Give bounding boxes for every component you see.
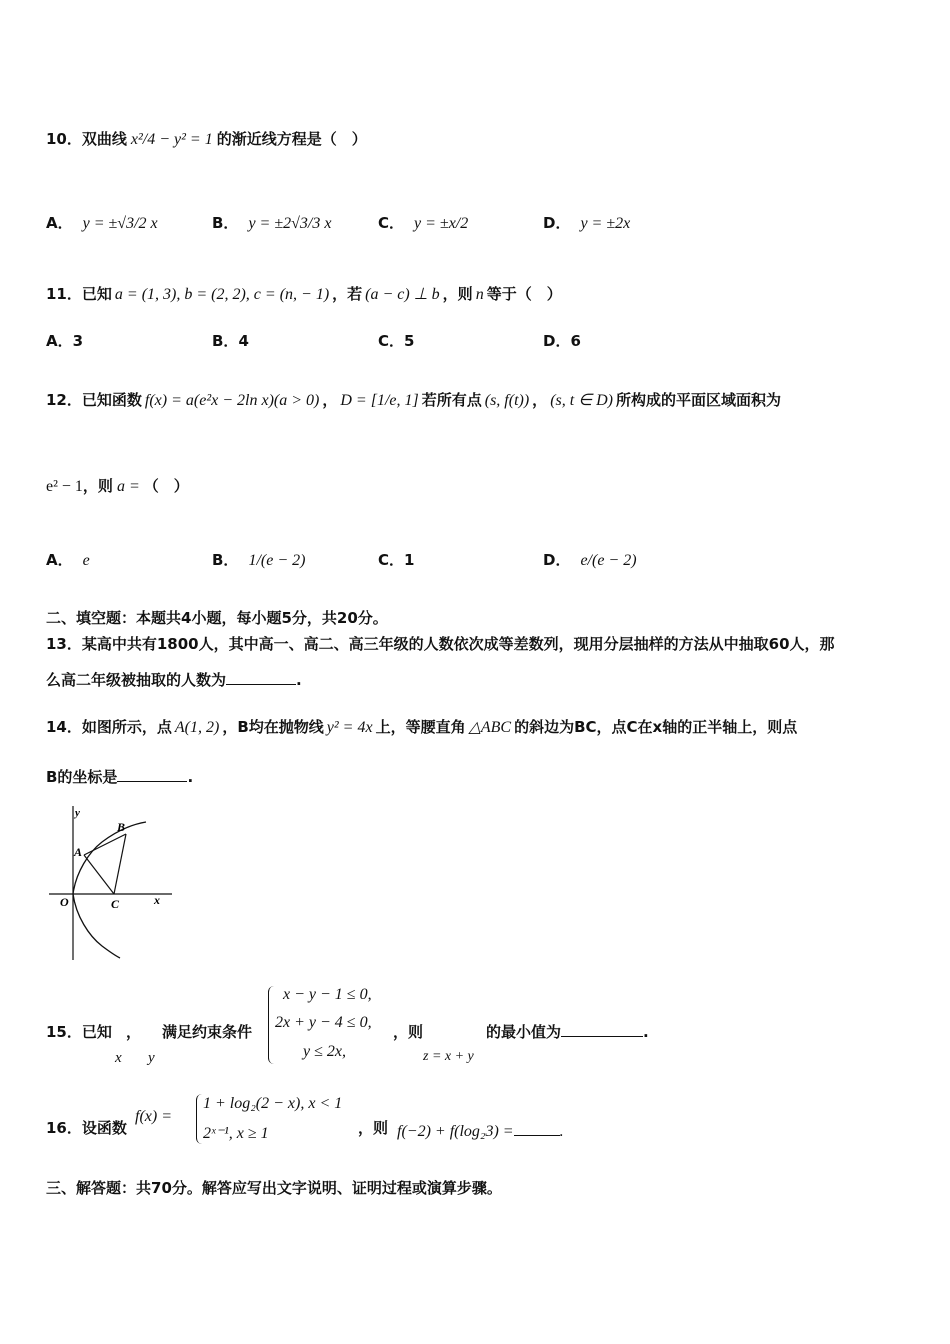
q16-then: ，则	[358, 1119, 389, 1137]
fig-label-x: x	[154, 893, 160, 907]
q15-answer-blank[interactable]	[561, 1024, 643, 1037]
q14-parabola-figure	[44, 800, 184, 965]
fig-label-b: B	[117, 820, 126, 834]
q10-stem: 10．双曲线 x²/4 − y² = 1 的渐近线方程是（ ）	[46, 130, 367, 148]
segment-ac	[84, 855, 114, 894]
q14-stem: 14．如图所示，点 A(1, 2) ，B均在抛物线 y² = 4x 上，等腰直角 △ABC 的斜边为BC，点C在x轴的正半轴上，则点	[46, 718, 798, 736]
q16-case-2: 2ˣ⁻¹, x ≥ 1	[203, 1125, 269, 1142]
q13-stem-line2: 么高二年级被抽取的人数为 .	[46, 671, 302, 689]
q15-system-brace	[268, 986, 275, 1064]
q10-option-d[interactable]: D． y = ±2x	[543, 214, 631, 232]
q10-option-a[interactable]: A． y = ±√3/2 x	[46, 214, 158, 232]
q15-stem: 15．已知	[46, 1023, 112, 1041]
segment-ab	[84, 834, 126, 855]
parabola-upper	[73, 822, 146, 894]
q15-then: ，则	[393, 1023, 424, 1041]
q14-answer-blank[interactable]	[117, 769, 187, 782]
q16-case-1: 1 + log₂(2 − x), x < 1	[203, 1095, 343, 1112]
fig-label-a: A	[74, 845, 83, 859]
fig-label-o: O	[60, 895, 69, 909]
q15-question: 的最小值为 .	[486, 1023, 649, 1041]
q10-option-b[interactable]: B． y = ±2√3/3 x	[212, 214, 332, 232]
q11-option-a[interactable]: A．3	[46, 332, 84, 350]
fig-label-c: C	[111, 897, 120, 911]
section-solution-heading: 三、解答题：共70分。解答应写出文字说明、证明过程或演算步骤。	[46, 1179, 502, 1197]
q11-option-d[interactable]: D．6	[543, 332, 581, 350]
q15-constraint-intro: 满足约束条件	[162, 1023, 253, 1041]
q12-option-d[interactable]: D． e/(e − 2)	[543, 551, 637, 569]
q16-function-name: f(x) =	[135, 1108, 172, 1125]
q16-answer-blank[interactable]	[514, 1123, 560, 1136]
q13-answer-blank[interactable]	[226, 672, 296, 685]
q13-stem: 13．某高中共有1800人，其中高一、高二、高三年级的人数依次成等差数列，现用分层抽样的方法从中抽取60人，那	[46, 635, 835, 653]
q15-constraint-2: 2x + y − 4 ≤ 0,	[275, 1014, 372, 1031]
q15-constraint-3: y ≤ 2x,	[303, 1043, 346, 1060]
fig-label-y: y	[75, 807, 80, 819]
segment-bc	[114, 834, 126, 894]
q15-constraint-1: x − y − 1 ≤ 0,	[283, 986, 372, 1003]
q14-stem-line2: B的坐标是 .	[46, 768, 194, 786]
q12-option-b[interactable]: B． 1/(e − 2)	[212, 551, 306, 569]
q16-piecewise-brace	[196, 1094, 202, 1144]
q10-equation: x²/4 − y² = 1	[130, 131, 213, 148]
q15-objective: z = x + y	[423, 1049, 474, 1064]
q16-stem: 16．设函数	[46, 1119, 127, 1137]
q16-expression: f(−2) + f(log₂3) = .	[397, 1123, 564, 1140]
section-fill-in-heading: 二、填空题：本题共4小题，每小题5分，共20分。	[46, 609, 388, 627]
q10-option-c[interactable]: C． y = ±x/2	[378, 214, 469, 232]
q11-stem: 11．已知 a = (1, 3), b = (2, 2), c = (n, − 1) ，若 (a − c) ⊥ b ，则 n 等于（ ）	[46, 285, 562, 303]
q11-option-c[interactable]: C．5	[378, 332, 415, 350]
q15-comma: ，	[126, 1023, 142, 1041]
q15-var-y: y	[148, 1050, 155, 1066]
q12-stem-line2: e² − 1，则 a = （ ）	[46, 477, 189, 495]
q12-option-a[interactable]: A． e	[46, 551, 90, 569]
q15-var-x: x	[115, 1050, 122, 1066]
q12-option-c[interactable]: C．1	[378, 551, 415, 569]
q11-option-b[interactable]: B．4	[212, 332, 249, 350]
q12-stem: 12．已知函数 f(x) = a(e²x − 2ln x)(a > 0) ， D = [1/e, 1] 若所有点 (s, f(t)) ， (s, t ∈ D) 所构成的平面区域面积为	[46, 391, 782, 409]
